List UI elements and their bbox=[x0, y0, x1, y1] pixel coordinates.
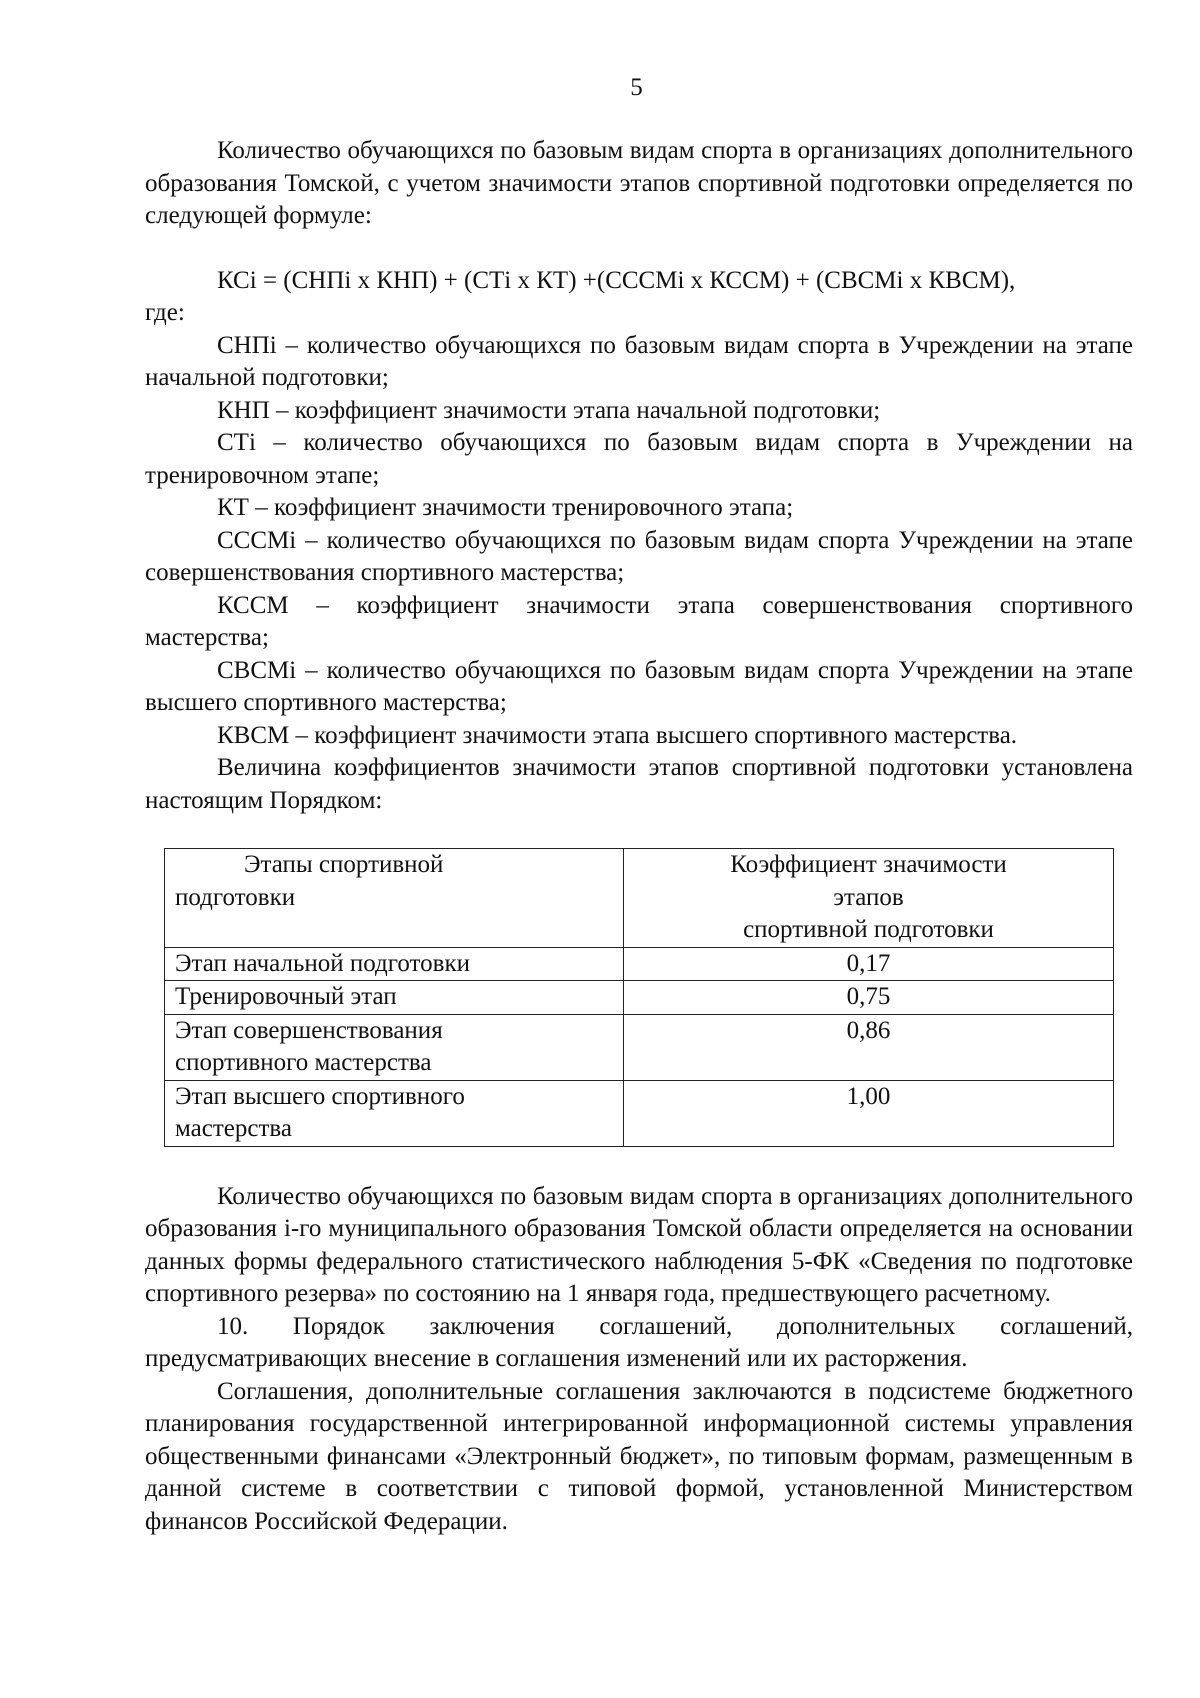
coefficient-cell: 0,17 bbox=[624, 947, 1114, 981]
stage-cell bbox=[165, 1014, 624, 1080]
definition-st: СТi – количество обучающихся по базовым видам спорта в Учреждении на тренировочном этапе; bbox=[145, 429, 1133, 489]
formula: КСi = (СНПi x КНП) + (СТi x КТ) +(СССМi x КССМ) + (СВСМi x КВСМ), bbox=[217, 266, 1016, 294]
stage-name-line1: Этап высшего спортивного bbox=[175, 1082, 465, 1110]
definition-kssm: КССМ – коэффициент значимости этапа совершенствования спортивного мастерства; bbox=[145, 591, 1133, 651]
intro-paragraph: Количество обучающихся по базовым видам спорта в организациях дополнительного образования Томской, с учетом значимости этапов спортивной подготовки определяется по следующей формуле: bbox=[145, 137, 1133, 229]
municipal-paragraph: Количество обучающихся по базовым видам спорта в организациях дополнительного образования i-го муниципального образования Томской области определяется на основании данных формы федерального статистического наблюдения 5-ФК «Сведения по подготовке спортивного резерва» по состоянию на 1 января года, предшествующего расчетному. bbox=[145, 1182, 1133, 1307]
stage-name: Тренировочный этап bbox=[175, 983, 397, 1010]
table-row bbox=[165, 947, 1114, 981]
section-10-heading: 10. Порядок заключения соглашений, дополнительных соглашений, предусматривающих внесение в соглашения изменений или их расторжения. bbox=[145, 1312, 1133, 1372]
stage-name-line1: Этап совершенствования bbox=[175, 1016, 443, 1044]
header-coefficient-line1: Коэффициент значимости bbox=[730, 851, 1007, 878]
header-stage-cell bbox=[165, 849, 624, 948]
header-coefficient-line3: спортивной подготовки bbox=[743, 916, 994, 943]
stage-cell bbox=[165, 981, 624, 1015]
definition-sssm: СССМi – количество обучающихся по базовым видам спорта Учреждении на этапе совершенствования спортивного мастерства; bbox=[145, 526, 1133, 586]
page-number: 5 bbox=[630, 74, 643, 101]
stage-cell bbox=[165, 947, 624, 981]
stage-cell bbox=[165, 1080, 624, 1146]
definition-knp: КНП – коэффициент значимости этапа начальной подготовки; bbox=[217, 396, 881, 424]
header-stage-line1: Этапы спортивной bbox=[244, 851, 444, 878]
table-header-row bbox=[165, 849, 1114, 948]
table-row bbox=[165, 981, 1114, 1015]
coefficient-cell: 0,75 bbox=[624, 981, 1114, 1015]
where-label: где: bbox=[145, 299, 185, 326]
table-row bbox=[165, 1014, 1114, 1080]
definition-kvsm: КВСМ – коэффициент значимости этапа высшего спортивного мастерства. bbox=[217, 721, 1018, 749]
coefficient-cell: 0,86 bbox=[624, 1014, 1114, 1080]
definition-snp: СНПi – количество обучающихся по базовым видам спорта в Учреждении на этапе начальной подготовки; bbox=[145, 331, 1133, 391]
agreements-paragraph: Соглашения, дополнительные соглашения заключаются в подсистеме бюджетного планирования государственной интегрированной информационной системы управления общественными финансами «Электронный бюджет», по типовым формам, размещенным в данной системе в соответствии с типовой формой, установленной Министерством финансов Российской Федерации. bbox=[145, 1377, 1133, 1535]
stage-name-line2: мастерства bbox=[175, 1115, 292, 1142]
stage-name-line2: спортивного мастерства bbox=[175, 1049, 432, 1076]
header-stage-line2: подготовки bbox=[175, 883, 296, 911]
definition-svsm: СВСМi – количество обучающихся по базовым видам спорта Учреждении на этапе высшего спортивного мастерства; bbox=[145, 656, 1133, 716]
document-body bbox=[145, 135, 1133, 1538]
definition-kt: КТ – коэффициент значимости тренировочного этапа; bbox=[217, 494, 794, 521]
table-row bbox=[165, 1080, 1114, 1146]
coefficients-table bbox=[164, 848, 1114, 1147]
stage-name: Этап начальной подготовки bbox=[175, 949, 470, 977]
coefficient-cell: 1,00 bbox=[624, 1080, 1114, 1146]
header-coefficient-line2: этапов bbox=[833, 883, 904, 911]
coefficient-intro: Величина коэффициентов значимости этапов спортивной подготовки установлена настоящим Порядком: bbox=[145, 754, 1133, 814]
header-coefficient-cell bbox=[624, 849, 1114, 948]
